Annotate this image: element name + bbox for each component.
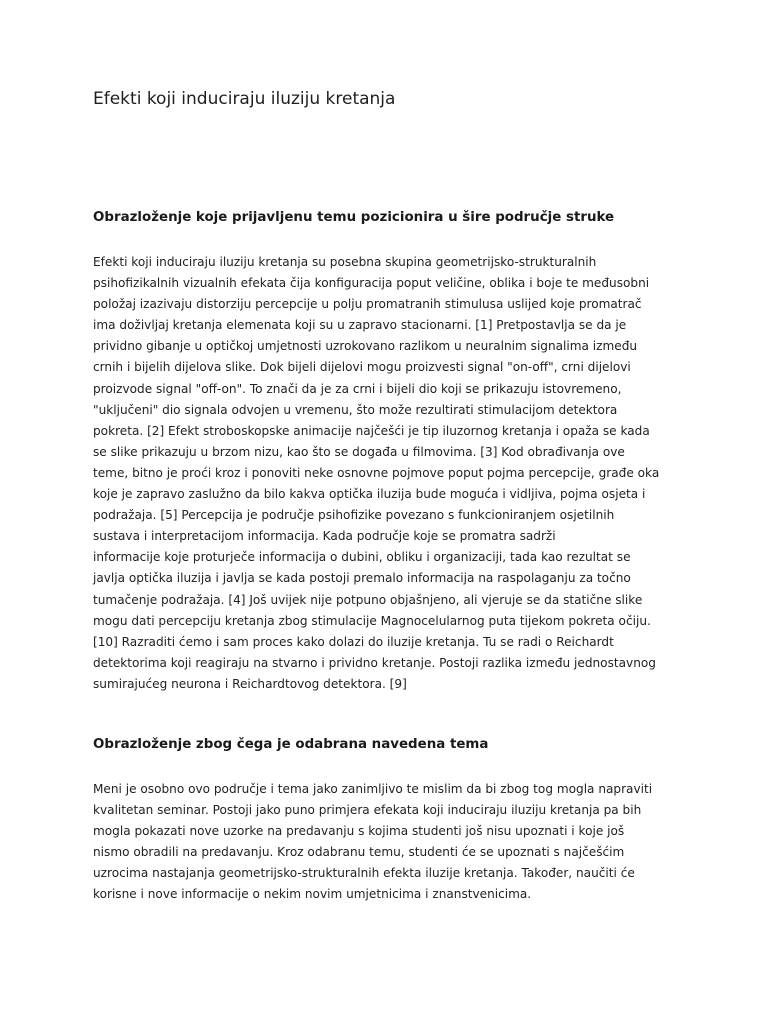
- paragraph-line: sustava i interpretacijom informacija. Kada područje koje se promatra sadrži: [93, 529, 556, 544]
- section-paragraph-context: [93, 252, 683, 695]
- section-heading-context: Obrazloženje koje prijavljenu temu pozicionira u šire područje struke: [93, 210, 615, 225]
- paragraph-line: mogla pokazati nove uzorke na predavanju s kojima studenti još nisu upoznati i koje još: [93, 824, 625, 839]
- paragraph-line: koje je zapravo zaslužno da bilo kakva optička iluzija bude moguća i vidljiva, pojma osjeta i: [93, 487, 646, 502]
- paragraph-line: detektorima koji reagiraju na stvarno i prividno kretanje. Postoji razlika između jednostavnog: [93, 655, 656, 670]
- paragraph-line: korisne i nove informacije o nekim novim umjetnicima i znanstvenicima.: [93, 887, 532, 902]
- paragraph-line: Efekti koji induciraju iluziju kretanja su posebna skupina geometrijsko-strukturalnih: [93, 255, 597, 269]
- paragraph-line: prividno gibanje u optičkoj umjetnosti uzrokovano razlikom u neuralnim signalima između: [93, 339, 638, 354]
- paragraph-line: se slike prikazuju u brzom nizu, kao što se događa u filmovima. [3] Kod obrađivanja ove: [93, 444, 625, 459]
- paragraph-line: Meni je osobno ovo područje i tema jako zanimljivo te mislim da bi zbog tog mogla napraviti: [93, 782, 653, 796]
- paragraph-line: proizvode signal "off-on". To znači da je za crni i bijeli dio koji se prikazuju istovremeno,: [93, 381, 622, 396]
- section-paragraph-motivation: [93, 779, 683, 906]
- paragraph-line: informacije koje proturječe informacija o dubini, obliku i organizaciji, tada kao rezultat se: [93, 550, 631, 565]
- paragraph-line: sumirajućeg neurona i Reichardtovog detektora. [9]: [93, 676, 407, 691]
- paragraph-line: javlja optička iluzija i javlja se kada postoji premalo informacija na raspolaganju za točno: [93, 571, 631, 586]
- paragraph-line: mogu dati percepciju kretanja zbog stimulacije Magnocelularnog puta tijekom pokreta očiju.: [93, 613, 651, 628]
- paragraph-line: "uključeni" dio signala odvojen u vremenu, što može rezultirati stimulacijom detektora: [93, 402, 618, 417]
- paragraph-line: [10] Razraditi ćemo i sam proces kako dolazi do iluzije kretanja. Tu se radi o Reichardt: [93, 634, 614, 649]
- paragraph-line: nismo obradili na predavanju. Kroz odabranu temu, studenti će se upoznati s najčešćim: [93, 845, 625, 860]
- section-heading-motivation: Obrazloženje zbog čega je odabrana navedena tema: [93, 737, 489, 752]
- paragraph-line: crnih i bijelih dijelova slike. Dok bijeli dijelovi mogu proizvesti signal "on-off", crni dijelovi: [93, 360, 631, 375]
- paragraph-line: tumačenje podražaja. [4] Još uvijek nije potpuno objašnjeno, ali vjeruje se da statične slike: [93, 592, 643, 607]
- paragraph-line: teme, bitno je proći kroz i ponoviti neke osnovne pojmove poput pojma percepcije, građe oka: [93, 465, 660, 480]
- paragraph-line: uzrocima nastajanja geometrijsko-strukturalnih efekta iluzije kretanja. Također, naučiti će: [93, 866, 635, 881]
- document-title: Efekti koji induciraju iluziju kretanja: [93, 89, 396, 109]
- paragraph-line: položaj izazivaju distorziju percepcije u polju promatranih stimulusa uslijed koje promatrač: [93, 297, 642, 312]
- paragraph-line: podražaja. [5] Percepcija je područje psihofizike povezano s funkcioniranjem osjetilnih: [93, 508, 615, 523]
- paragraph-line: kvalitetan seminar. Postoji jako puno primjera efekata koji induciraju iluziju kretanja pa bih: [93, 803, 642, 818]
- paragraph-line: pokreta. [2] Efekt stroboskopske animacije najčešći je tip iluzornog kretanja i opaža se kada: [93, 423, 650, 438]
- paragraph-line: ima doživljaj kretanja elemenata koji su u zapravo stacionarni. [1] Pretpostavlja se da je: [93, 318, 627, 333]
- paragraph-line: psihofizikalnih vizualnih efekata čija konfiguracija poput veličine, oblika i boje te međusobni: [93, 276, 650, 291]
